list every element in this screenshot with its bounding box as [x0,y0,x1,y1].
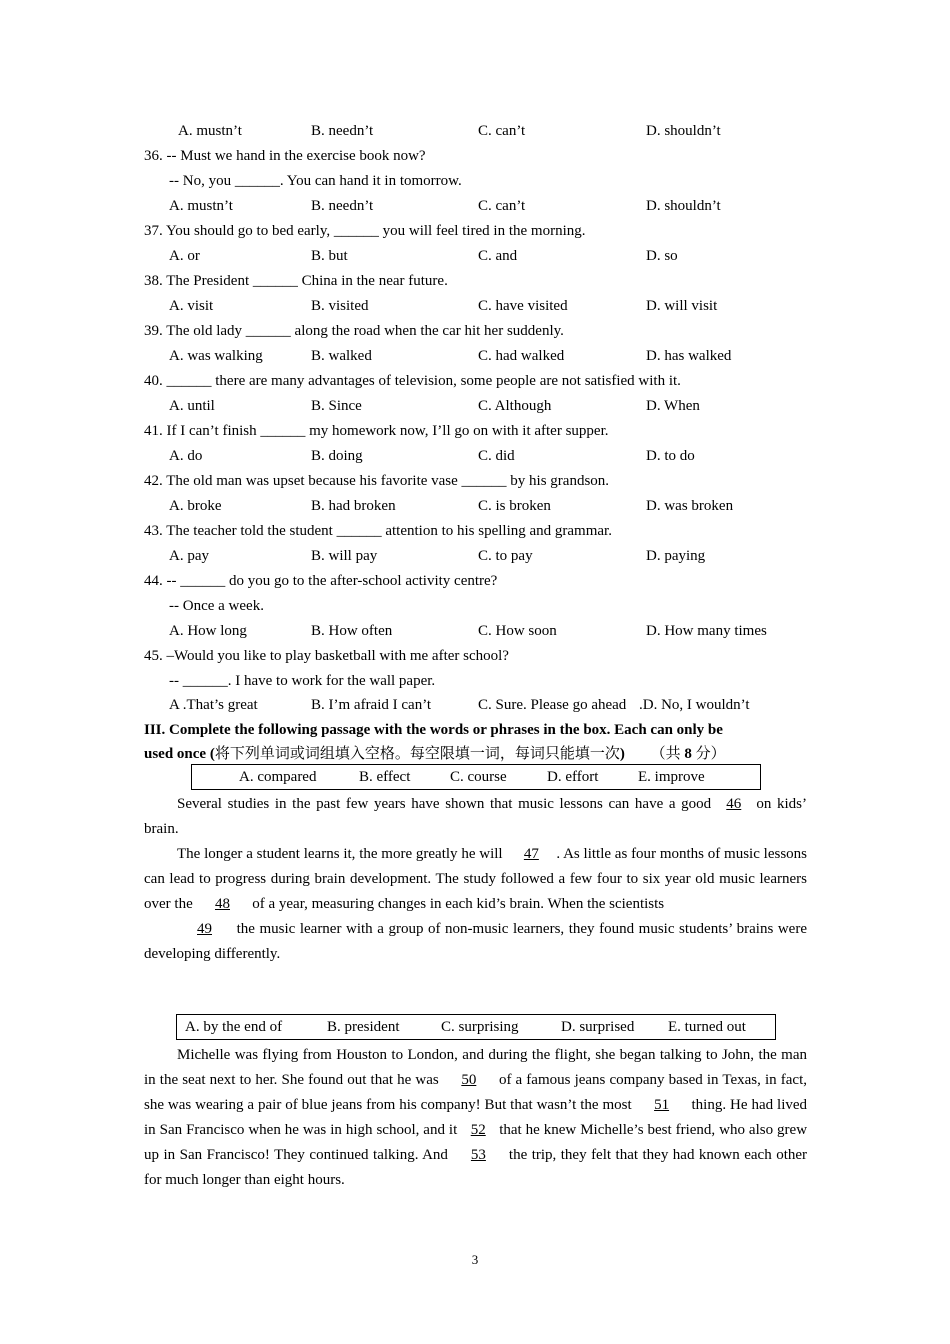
q38-option-b: B. visited [311,298,369,314]
word-box-1-item: A. compared [239,769,317,785]
word-box-2-item: B. president [327,1019,400,1035]
q37-option-b: B. but [311,248,348,264]
blank-51: 51 [654,1097,670,1113]
q41-option-a: A. do [169,448,203,464]
q44-option-d: D. How many times [646,623,767,639]
q35-option-c: C. can’t [478,123,526,139]
q43-stem: 43. The teacher told the student ______ attention to his spelling and grammar. [144,523,612,539]
q40-option-c: C. Although [478,398,552,414]
q44-option-a: A. How long [169,623,247,639]
q44-extra: -- Once a week. [169,598,264,614]
word-box-2-item: C. surprising [441,1019,519,1035]
q41-options [169,446,809,466]
q37-options [169,246,809,266]
section3-score-suffix: 分） [691,746,726,762]
q41-option-c: C. did [478,448,515,464]
q42-option-d: D. was broken [646,498,734,514]
blank-47: 47 [523,846,539,862]
q39-option-a: A. was walking [169,348,263,364]
word-box-1-item: E. improve [638,769,705,785]
q41-stem: 41. If I can’t finish ______ my homework now, I’ll go on with it after supper. [144,423,609,439]
q42-option-b: B. had broken [311,498,396,514]
page-number: 3 [471,1252,479,1267]
q39-option-b: B. walked [311,348,372,364]
q45-stem: 45. –Would you like to play basketball with me after school? [144,648,509,664]
q38-option-c: C. have visited [478,298,568,314]
q40-option-d: D. When [646,398,700,414]
q41-option-b: B. doing [311,448,363,464]
q45-options [169,695,809,715]
q43-option-c: C. to pay [478,548,533,564]
q36-options [169,196,809,216]
word-box-1-item: B. effect [359,769,411,785]
q37-option-d: D. so [646,248,678,264]
q38-option-a: A. visit [169,298,214,314]
q42-option-c: C. is broken [478,498,551,514]
q43-options [169,546,809,566]
word-box-2 [176,1014,776,1040]
passage-2: Michelle was flying from Houston to London, and during the flight, she began talking to John, the man in the seat next to her. She found out that he was 50 of a famous jeans company based in Texas, in fact, she was wearing a pair of blue jeans from his company! But that wasn’t the most 51 thing. He had lived in San Francisco when he was in high school, and it 52 that he knew Michelle’s best friend, who also grew up in San Francisco! They continued talking. And 53 the trip, they felt that they had known each other for much longer than eight hours. [144,1047,808,1188]
word-box-1 [191,764,761,790]
blank-49: 49 [197,921,212,937]
word-box-1-item: C. course [450,769,507,785]
q36-extra: -- No, you ______. You can hand it in tomorrow. [169,173,462,189]
q40-option-a: A. until [169,398,215,414]
q39-options [169,346,809,366]
q36-option-b: B. needn’t [311,198,374,214]
word-box-2-item: D. surprised [561,1019,635,1035]
q43-option-d: D. paying [646,548,706,564]
passage-1: Several studies in the past few years have shown that music lessons can have a good 46 on kids’ brain. The longer a student learns it, the more greatly he will 47 . As little as four months of music lessons can lead to progress during brain development. The study followed a few four to six year old music learners over the 48 of a year, measuring changes in each kid’s brain. When the scientists 49 the music learner with a group of non-music learners, they found music students’ brains were developing differently. [144,792,807,967]
q45-option-b: B. I’m afraid I can’t [311,697,432,713]
q45-option-a: A .That’s great [169,697,258,713]
q40-options [169,396,809,416]
q36-option-a: A. mustn’t [169,198,233,214]
blank-53: 53 [470,1147,486,1163]
q38-stem: 38. The President ______ China in the near future. [144,273,448,289]
q44-options [169,621,809,641]
q37-option-c: C. and [478,248,518,264]
q37-option-a: A. or [169,248,200,264]
blank-46: 46 [726,796,742,812]
q45-option-c: C. Sure. Please go ahead [478,697,627,713]
q45-extra: -- ______. I have to work for the wall paper. [169,673,436,689]
q38-option-d: D. will visit [646,298,718,314]
section3-title-cn: 将下列单词或词组填入空格。每空限填一词，每词只能填一次 [214,746,620,762]
q43-option-b: B. will pay [311,548,378,564]
q40-option-b: B. Since [311,398,362,414]
q40-stem: 40. ______ there are many advantages of television, some people are not satisfied with it. [144,373,681,389]
q38-options [169,296,809,316]
section3-title-line2 [144,744,726,764]
q42-options [169,496,809,516]
blank-48: 48 [214,896,230,912]
q35-option-d: D. shouldn’t [646,123,721,139]
blank-50: 50 [461,1072,477,1088]
q39-stem: 39. The old lady ______ along the road when the car hit her suddenly. [144,323,564,339]
q42-stem: 42. The old man was upset because his favorite vase ______ by his grandson. [144,473,610,489]
word-box-1-item: D. effort [547,769,599,785]
q42-option-a: A. broke [169,498,222,514]
q35-option-a: A. mustn’t [178,123,242,139]
q35-option-b: B. needn’t [311,123,374,139]
section3-title-close: ) [619,746,625,762]
q43-option-a: A. pay [169,548,209,564]
word-box-2-item: E. turned out [668,1019,746,1035]
section3-title-bold: used once ( [144,746,215,762]
q37-stem: 37. You should go to bed early, ______ you will feel tired in the morning. [144,223,586,239]
q39-option-d: D. has walked [646,348,732,364]
word-box-2-item: A. by the end of [185,1019,283,1035]
section3-score-value: 8 [684,746,692,762]
section3-score-prefix: （共 [650,746,685,762]
section3-title-line1: III. Complete the following passage with the words or phrases in the box. Each can only be [144,722,723,738]
q44-option-b: B. How often [311,623,393,639]
q35-options [178,121,818,141]
q36-option-c: C. can’t [478,198,526,214]
q39-option-c: C. had walked [478,348,565,364]
blank-52: 52 [470,1122,486,1138]
q45-option-d: .D. No, I wouldn’t [639,697,750,713]
q36-option-d: D. shouldn’t [646,198,721,214]
q41-option-d: D. to do [646,448,695,464]
q44-option-c: C. How soon [478,623,557,639]
q36-stem: 36. -- Must we hand in the exercise book now? [144,148,426,164]
q44-stem: 44. -- ______ do you go to the after-school activity centre? [144,573,498,589]
